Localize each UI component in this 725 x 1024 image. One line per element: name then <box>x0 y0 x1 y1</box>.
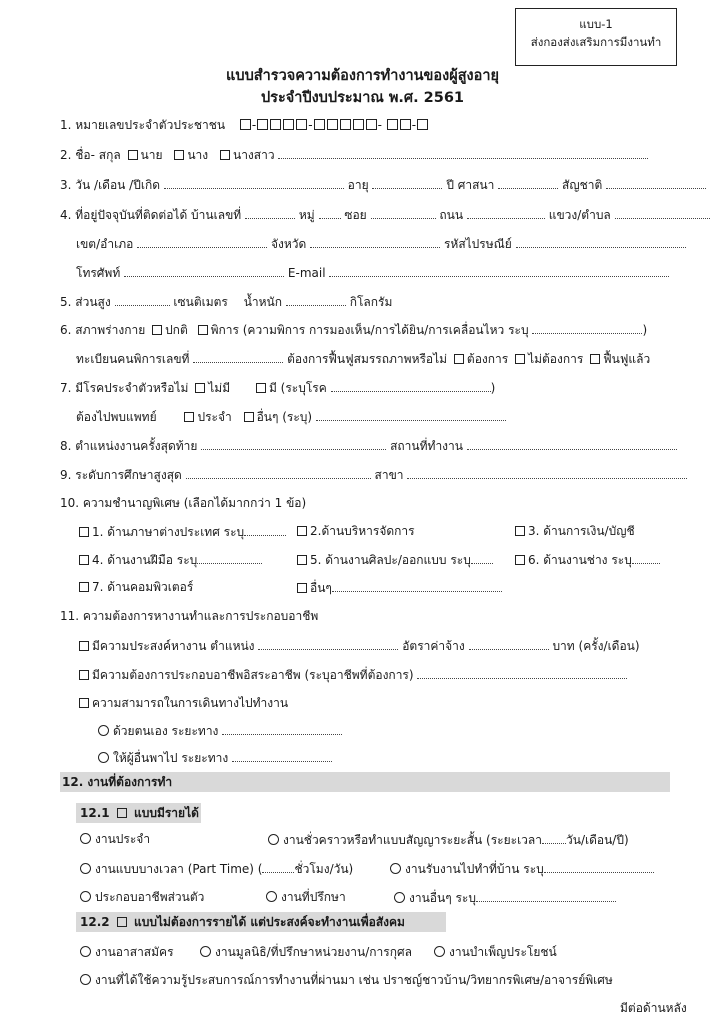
opt-publicservice <box>430 944 557 960</box>
has-disease-label: มี (ระบุโรค <box>268 381 327 395</box>
q6-row2 <box>76 350 650 367</box>
self-employed-field[interactable] <box>417 666 627 679</box>
q3-label: 3. วัน /เดือน /ปีเกิด <box>60 178 161 192</box>
nationality-label: สัญชาติ <box>562 178 603 192</box>
normal-label: ปกติ <box>165 323 188 337</box>
height-field[interactable] <box>115 293 170 306</box>
q4-row3 <box>76 264 669 281</box>
doctor-regular-label: ประจำ <box>197 410 232 424</box>
weight-field[interactable] <box>286 293 346 306</box>
rehab-done-checkbox[interactable] <box>590 354 600 364</box>
miss-checkbox[interactable] <box>220 150 230 160</box>
skill-other-field[interactable] <box>332 579 502 592</box>
opt-homework <box>386 860 654 877</box>
miss-label: นางสาว <box>232 148 275 162</box>
travel-self-radio[interactable] <box>98 725 109 736</box>
opt-foundation <box>196 944 412 960</box>
cm-label: เซนติเมตร <box>173 295 228 309</box>
parttime-hours-field[interactable] <box>262 860 294 873</box>
house-no-field[interactable] <box>245 206 295 219</box>
moo-field[interactable] <box>319 206 341 219</box>
temporary-duration-field[interactable] <box>542 831 566 844</box>
permanent-radio[interactable] <box>80 833 91 844</box>
q6-row1 <box>60 321 647 338</box>
email-field[interactable] <box>329 264 669 277</box>
opt-consultant <box>262 889 346 905</box>
q11-c <box>76 695 288 711</box>
skill-4-checkbox[interactable] <box>79 555 89 565</box>
skill-other-label: อื่นๆ <box>310 581 332 595</box>
q4-row2 <box>76 235 686 252</box>
doctor-other-field[interactable] <box>316 408 506 421</box>
reg-no-label: ทะเบียนคนพิการเลขที่ <box>76 352 190 366</box>
publicservice-radio[interactable] <box>434 946 445 957</box>
mr-checkbox[interactable] <box>128 150 138 160</box>
major-field[interactable] <box>407 466 687 479</box>
skill-1-checkbox[interactable] <box>79 527 89 537</box>
travel-others-radio[interactable] <box>98 752 109 763</box>
district-field[interactable] <box>137 235 267 248</box>
workplace-field[interactable] <box>467 437 677 450</box>
travel-label: ความสามารถในการเดินทางไปทำงาน <box>92 696 289 710</box>
phone-label: โทรศัพท์ <box>76 266 121 280</box>
rehab-no-need-checkbox[interactable] <box>515 354 525 364</box>
rehab-need-label: ต้องการ <box>466 352 509 366</box>
selfbusiness-label: ประกอบอาชีพส่วนตัว <box>95 890 205 904</box>
skill-7 <box>76 579 193 595</box>
q4-row1 <box>60 206 710 223</box>
s121-number: 12.1 <box>80 806 110 820</box>
opt-temporary <box>264 831 629 848</box>
postcode-field[interactable] <box>516 235 686 248</box>
skill-6 <box>512 551 660 568</box>
road-field[interactable] <box>467 206 545 219</box>
disabled-checkbox[interactable] <box>198 325 208 335</box>
disabled-label: พิการ (ความพิการ การมองเห็น/การได้ยิน/การเคลื่อนไหว ระบุ <box>210 323 529 337</box>
travel-self-distance[interactable] <box>222 722 342 735</box>
province-field[interactable] <box>310 235 440 248</box>
s122-label: แบบไม่ต้องการรายได้ แต่ประสงค์จะทำงานเพื่อสังคม <box>133 915 405 929</box>
skill-6-label: 6. ด้านงานช่าง ระบุ <box>528 553 632 567</box>
skill-1-field[interactable] <box>244 523 286 536</box>
otherjob-field[interactable] <box>476 889 616 902</box>
office-name: ส่งกองส่งเสริมการมีงานทำ <box>530 35 662 49</box>
q9-row <box>60 466 687 483</box>
foundation-radio[interactable] <box>200 946 211 957</box>
skill-1 <box>76 523 286 540</box>
doctor-regular-checkbox[interactable] <box>184 412 194 422</box>
travel-self-label: ด้วยตนเอง ระยะทาง <box>113 724 219 738</box>
seek-job-checkbox[interactable] <box>79 641 89 651</box>
name-field[interactable] <box>278 146 648 159</box>
q8-label: 8. ตำแหน่งงานครั้งสุดท้าย <box>60 439 198 453</box>
district-label: เขต/อำเภอ <box>76 237 134 251</box>
form-title: แบบสำรวจความต้องการทำงานของผู้สูงอายุ <box>226 68 499 84</box>
q2-row <box>60 146 648 163</box>
q1-row <box>60 117 429 133</box>
skill-1-label: 1. ด้านภาษาต่างประเทศ ระบุ <box>92 525 245 539</box>
nationality-field[interactable] <box>606 176 706 189</box>
experience-label: งานที่ได้ใช้ความรู้ประสบการณ์การทำงานที่ผ่านมา เช่น ปราชญ์ชาวบ้าน/วิทยากรพิเศษ/อาจารย์พิเศษ <box>95 973 613 987</box>
skill-2-checkbox[interactable] <box>297 526 307 536</box>
skill-5 <box>294 551 493 568</box>
skill-6-checkbox[interactable] <box>515 555 525 565</box>
s122-number: 12.2 <box>80 915 110 929</box>
moo-label: หมู่ <box>298 208 315 222</box>
rehab-label: ต้องการฟื้นฟูสมรรถภาพหรือไม่ <box>287 352 448 366</box>
disability-field[interactable] <box>532 321 642 334</box>
q5-label: 5. ส่วนสูง <box>60 295 111 309</box>
opt-parttime <box>76 860 353 877</box>
has-disease-checkbox[interactable] <box>256 383 266 393</box>
age-field[interactable] <box>372 176 442 189</box>
temporary-radio[interactable] <box>268 834 279 845</box>
weight-label: น้ำหนัก <box>243 295 283 309</box>
q7-row2 <box>76 408 506 425</box>
wage-label: อัตราค่าจ้าง <box>402 639 465 653</box>
form-subtitle: ประจำปีงบประมาณ พ.ศ. 2561 <box>260 90 465 106</box>
foundation-label: งานมูลนิธิ/ที่ปรึกษาหน่วยงาน/การกุศล <box>215 945 412 959</box>
skill-3-label: 3. ด้านการเงิน/บัญชี <box>528 524 635 538</box>
q1-label: 1. หมายเลขประจำตัวประชาชน <box>60 118 226 132</box>
disease-field[interactable] <box>331 379 491 392</box>
q12-label: 12. งานที่ต้องการทำ <box>62 775 173 789</box>
skill-4-field[interactable] <box>197 551 262 564</box>
mrs-checkbox[interactable] <box>174 150 184 160</box>
skill-7-checkbox[interactable] <box>79 582 89 592</box>
q2-label: 2. ชื่อ- สกุล <box>60 148 121 162</box>
self-employed-checkbox[interactable] <box>79 670 89 680</box>
email-label: E-mail <box>287 266 326 280</box>
s122-checkbox[interactable] <box>117 917 127 927</box>
education-field[interactable] <box>186 466 371 479</box>
no-disease-checkbox[interactable] <box>195 383 205 393</box>
reg-no-field[interactable] <box>193 350 283 363</box>
q8-row <box>60 437 677 454</box>
religion-field[interactable] <box>498 176 558 189</box>
skill-2 <box>294 523 415 539</box>
skill-5-label: 5. ด้านงานศิลปะ/ออกแบบ ระบุ <box>310 553 471 567</box>
subdistrict-label: แขวง/ตำบล <box>548 208 611 222</box>
q6-label: 6. สภาพร่างกาย <box>60 323 146 337</box>
seek-job-label: มีความประสงค์หางาน ตำแหน่ง <box>92 639 255 653</box>
skill-3 <box>512 523 635 539</box>
skill-3-checkbox[interactable] <box>515 526 525 536</box>
skill-2-label: 2.ด้านบริหารจัดการ <box>310 524 415 538</box>
no-disease-label: ไม่มี <box>208 381 231 395</box>
doctor-other-label: อื่นๆ (ระบุ) <box>256 410 313 424</box>
homework-label: งานรับงานไปทำที่บ้าน ระบุ <box>405 862 544 876</box>
opt-otherjob <box>390 889 616 906</box>
id-number-boxes[interactable]: - - - - <box>239 118 429 132</box>
q9-label: 9. ระดับการศึกษาสูงสุด <box>60 468 182 482</box>
form-code-box <box>515 8 677 66</box>
s121-header <box>80 805 199 821</box>
consultant-radio[interactable] <box>266 891 277 902</box>
travel-others-label: ให้ผู้อื่นพาไป ระยะทาง <box>113 751 229 765</box>
rehab-no-need-label: ไม่ต้องการ <box>528 352 584 366</box>
skill-4 <box>76 551 262 568</box>
soi-label: ซอย <box>344 208 367 222</box>
opt-volunteer <box>76 944 174 960</box>
wage-field[interactable] <box>469 637 549 650</box>
q7-close-paren: ) <box>490 381 496 395</box>
form-code: แบบ-1 <box>579 17 613 31</box>
q7-label: 7. มีโรคประจำตัวหรือไม่ <box>60 381 189 395</box>
q11-c1 <box>94 722 342 739</box>
q11-c2 <box>94 749 332 766</box>
q10-label: 10. ความชำนาญพิเศษ (เลือกได้มากกว่า 1 ข้อ) <box>60 496 307 510</box>
soi-field[interactable] <box>371 206 436 219</box>
s121-checkbox[interactable] <box>117 808 127 818</box>
job-position-field[interactable] <box>258 637 398 650</box>
subdistrict-field[interactable] <box>615 206 710 219</box>
travel-others-distance[interactable] <box>232 749 332 762</box>
age-label: อายุ <box>347 178 369 192</box>
continue-note: มีต่อด้านหลัง <box>620 1001 687 1015</box>
q7-row1 <box>60 379 495 396</box>
travel-checkbox[interactable] <box>79 698 89 708</box>
volunteer-label: งานอาสาสมัคร <box>95 945 174 959</box>
skill-other <box>294 579 502 596</box>
s122-header <box>80 914 405 930</box>
birthdate-field[interactable] <box>164 176 344 189</box>
homework-field[interactable] <box>544 860 654 873</box>
parttime-radio[interactable] <box>80 863 91 874</box>
temporary-unit: วัน/เดือน/ปี) <box>566 833 629 847</box>
province-label: จังหวัด <box>270 237 307 251</box>
major-label: สาขา <box>374 468 404 482</box>
selfbusiness-radio[interactable] <box>80 891 91 902</box>
mr-label: นาย <box>140 148 163 162</box>
homework-radio[interactable] <box>390 863 401 874</box>
experience-radio[interactable] <box>80 974 91 985</box>
permanent-label: งานประจำ <box>95 832 151 846</box>
skill-other-checkbox[interactable] <box>297 583 307 593</box>
skill-5-checkbox[interactable] <box>297 555 307 565</box>
workplace-label: สถานที่ทำงาน <box>390 439 463 453</box>
otherjob-radio[interactable] <box>394 892 405 903</box>
consultant-label: งานที่ปรึกษา <box>281 890 346 904</box>
rehab-done-label: ฟื้นฟูแล้ว <box>603 352 651 366</box>
normal-checkbox[interactable] <box>152 325 162 335</box>
q3-row <box>60 176 706 193</box>
otherjob-label: งานอื่นๆ ระบุ <box>409 891 476 905</box>
opt-selfbusiness <box>76 889 204 905</box>
temporary-label: งานชั่วคราวหรือทำแบบสัญญาระยะสั้น (ระยะเวลา <box>283 833 543 847</box>
q4-label: 4. ที่อยู่ปัจจุบันที่ติดต่อได้ บ้านเลขที่ <box>60 208 242 222</box>
doctor-other-checkbox[interactable] <box>244 412 254 422</box>
skill-7-label: 7. ด้านคอมพิวเตอร์ <box>92 580 194 594</box>
q5-row <box>60 293 392 310</box>
wage-unit: บาท (ครั้ง/เดือน) <box>552 639 640 653</box>
q11-a <box>76 637 640 654</box>
kg-label: กิโลกรัม <box>349 295 393 309</box>
s121-label: แบบมีรายได้ <box>133 806 199 820</box>
q11-b <box>76 666 627 683</box>
last-position-field[interactable] <box>201 437 386 450</box>
volunteer-radio[interactable] <box>80 946 91 957</box>
skill-6-field[interactable] <box>632 551 660 564</box>
parttime-unit: ชั่วโมง/วัน) <box>294 862 354 876</box>
q6-close-paren: ) <box>642 323 648 337</box>
opt-permanent <box>76 831 150 847</box>
opt-experience <box>76 972 613 988</box>
mrs-label: นาง <box>187 148 209 162</box>
q11-label: 11. ความต้องการหางานทำและการประกอบอาชีพ <box>60 609 319 623</box>
religion-label: ปี ศาสนา <box>446 178 495 192</box>
skill-4-label: 4. ด้านงานฝีมือ ระบุ <box>92 553 198 567</box>
phone-field[interactable] <box>124 264 284 277</box>
parttime-label: งานแบบบางเวลา (Part Time) ( <box>95 862 263 876</box>
self-employed-label: มีความต้องการประกอบอาชีพอิสระอาชีพ (ระบุอาชีพที่ต้องการ) <box>92 668 414 682</box>
publicservice-label: งานบำเพ็ญประโยชน์ <box>449 945 557 959</box>
rehab-need-checkbox[interactable] <box>454 354 464 364</box>
road-label: ถนน <box>439 208 464 222</box>
doctor-label: ต้องไปพบแพทย์ <box>76 410 157 424</box>
postcode-label: รหัสไปรษณีย์ <box>443 237 512 251</box>
skill-5-field[interactable] <box>471 551 493 564</box>
